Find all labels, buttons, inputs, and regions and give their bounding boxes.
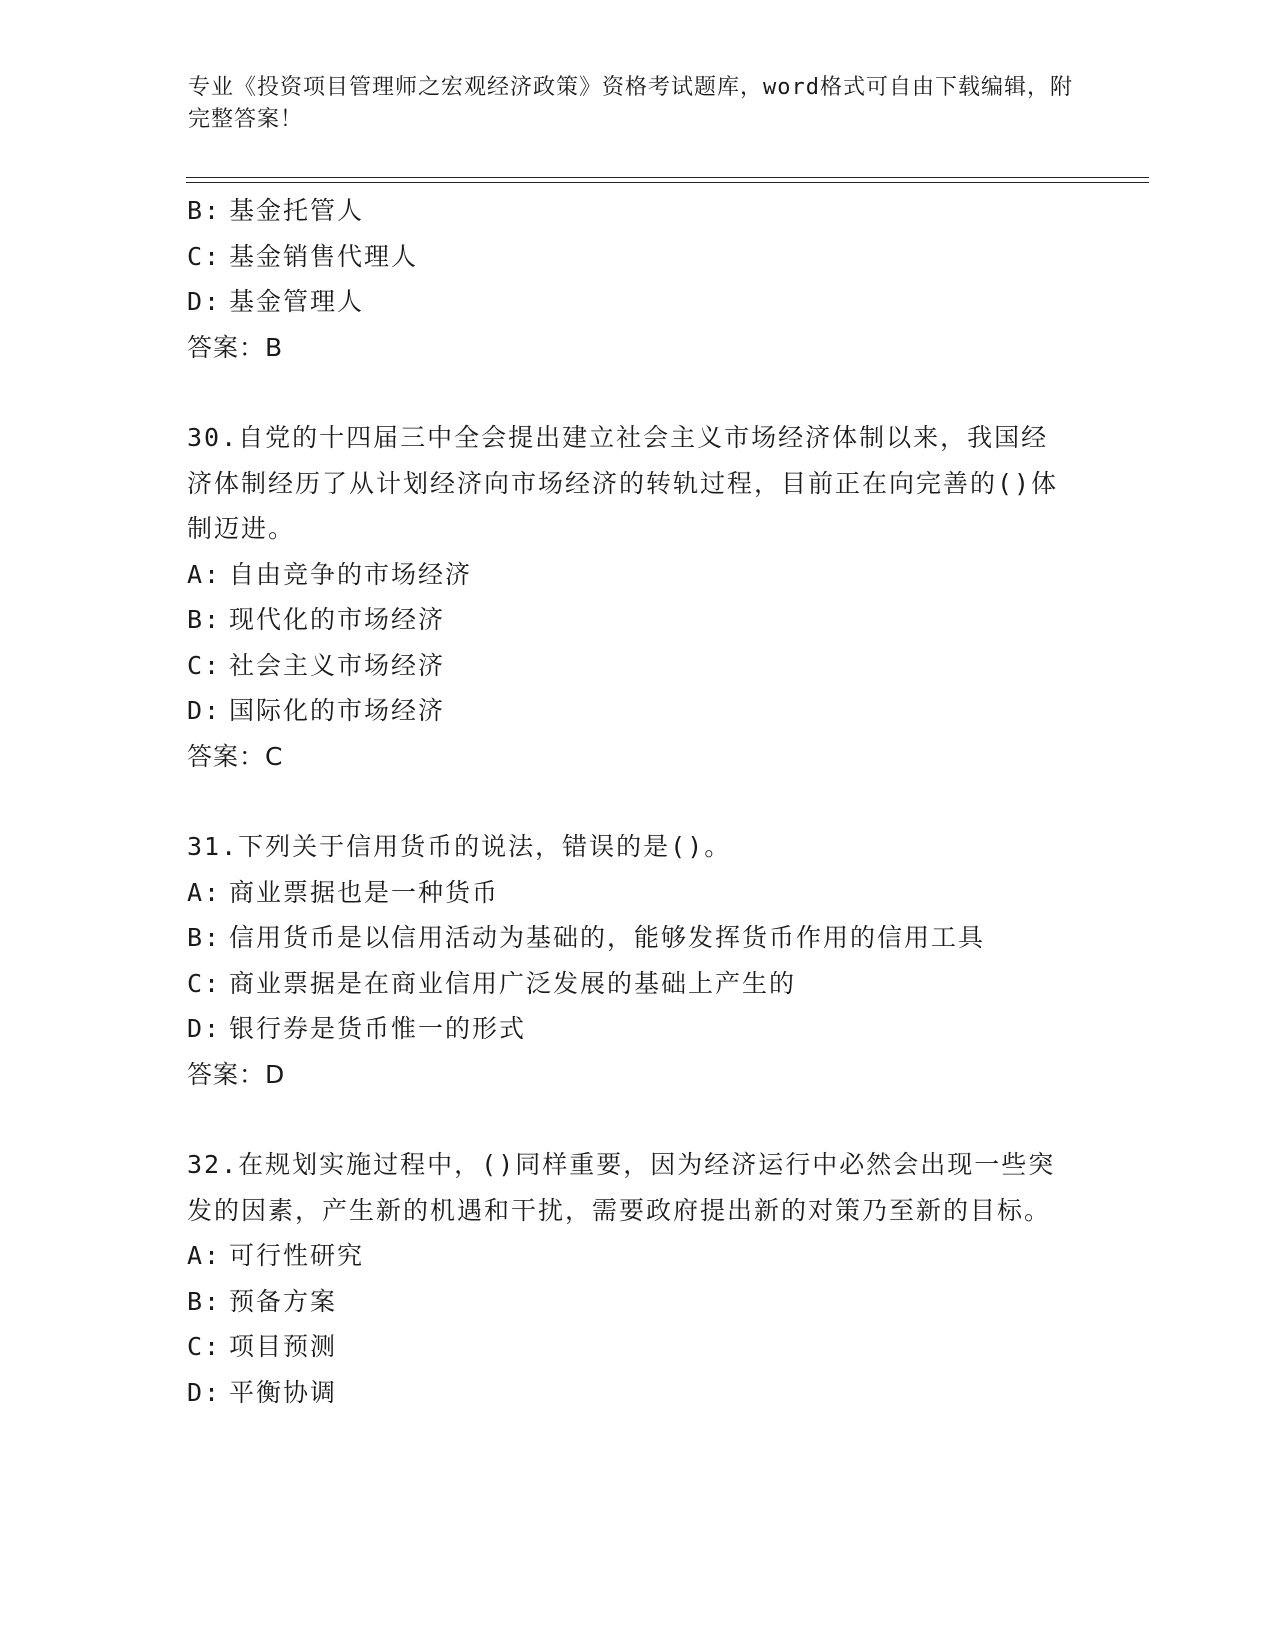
option-label: D: — [187, 1377, 222, 1407]
option-label: A: — [187, 1241, 222, 1270]
option-d — [187, 1370, 1087, 1416]
answer-line: 答案：C — [187, 741, 284, 771]
option-text: 商业票据是在商业信用广泛发展的基础上产生的 — [229, 968, 797, 998]
question-block-31 — [187, 824, 1087, 1097]
spacer — [187, 370, 1087, 415]
option-label: D: — [187, 696, 222, 725]
option-text: 现代化的市场经济 — [229, 605, 446, 634]
option-label: B: — [187, 605, 222, 634]
option-c — [187, 643, 1087, 689]
option-label: A: — [187, 559, 222, 589]
question-stem: 30.自党的十四届三中全会提出建立社会主义市场经济体制以来，我国经济体制经历了从计划经济向市场经济的转轨过程，目前正在向完善的()体制迈进。 — [187, 423, 1059, 543]
option-label: D: — [187, 287, 222, 316]
spacer — [187, 1097, 1087, 1142]
option-label: B: — [187, 923, 222, 952]
answer-line: 答案：B — [187, 332, 284, 362]
option-text: 基金销售代理人 — [229, 241, 419, 271]
option-c — [187, 234, 1087, 280]
option-text: 信用货币是以信用活动为基础的，能够发挥货币作用的信用工具 — [229, 923, 986, 952]
option-b — [187, 188, 1087, 234]
option-text: 社会主义市场经济 — [229, 650, 446, 680]
answer-line: 答案：D — [187, 1059, 286, 1089]
option-label: B: — [187, 196, 222, 225]
option-label: A: — [187, 877, 222, 907]
option-text: 基金托管人 — [229, 196, 365, 225]
question-block-30 — [187, 415, 1087, 779]
option-text: 基金管理人 — [229, 287, 365, 316]
option-d — [187, 1006, 1087, 1052]
option-b — [187, 1279, 1087, 1325]
option-label: C: — [187, 968, 222, 998]
option-text: 平衡协调 — [229, 1377, 338, 1407]
option-text: 国际化的市场经济 — [229, 696, 446, 725]
option-text: 银行券是货币惟一的形式 — [229, 1014, 527, 1043]
question-stem: 31.下列关于信用货币的说法，错误的是()。 — [187, 832, 732, 861]
option-text: 商业票据也是一种货币 — [229, 877, 500, 907]
option-c — [187, 961, 1087, 1007]
option-c — [187, 1324, 1087, 1370]
question-block-32 — [187, 1142, 1087, 1415]
option-a — [187, 1233, 1087, 1279]
header-rule-top — [186, 177, 1149, 178]
option-label: B: — [187, 1286, 222, 1316]
question-stem: 32.在规划实施过程中，()同样重要，因为经济运行中必然会出现一些突发的因素，产生新的机遇和干扰，需要政府提出新的对策乃至新的目标。 — [187, 1150, 1056, 1225]
question-block-prev — [187, 188, 1087, 370]
spacer — [187, 779, 1087, 824]
option-text: 可行性研究 — [229, 1241, 365, 1270]
option-label: D: — [187, 1014, 222, 1043]
option-label: C: — [187, 650, 222, 680]
option-a — [187, 870, 1087, 916]
document-header: 专业《投资项目管理师之宏观经济政策》资格考试题库，word格式可自由下载编辑，附完整答案！ — [188, 75, 1073, 132]
option-label: C: — [187, 1332, 222, 1361]
option-label: C: — [187, 241, 222, 271]
option-text: 自由竞争的市场经济 — [229, 559, 473, 589]
header-rule-bottom — [186, 182, 1149, 183]
option-b — [187, 915, 1087, 961]
option-text: 项目预测 — [229, 1332, 338, 1361]
question-list — [187, 188, 1087, 1415]
option-d — [187, 688, 1087, 734]
option-d — [187, 279, 1087, 325]
option-b — [187, 597, 1087, 643]
option-a — [187, 552, 1087, 598]
option-text: 预备方案 — [229, 1286, 338, 1316]
